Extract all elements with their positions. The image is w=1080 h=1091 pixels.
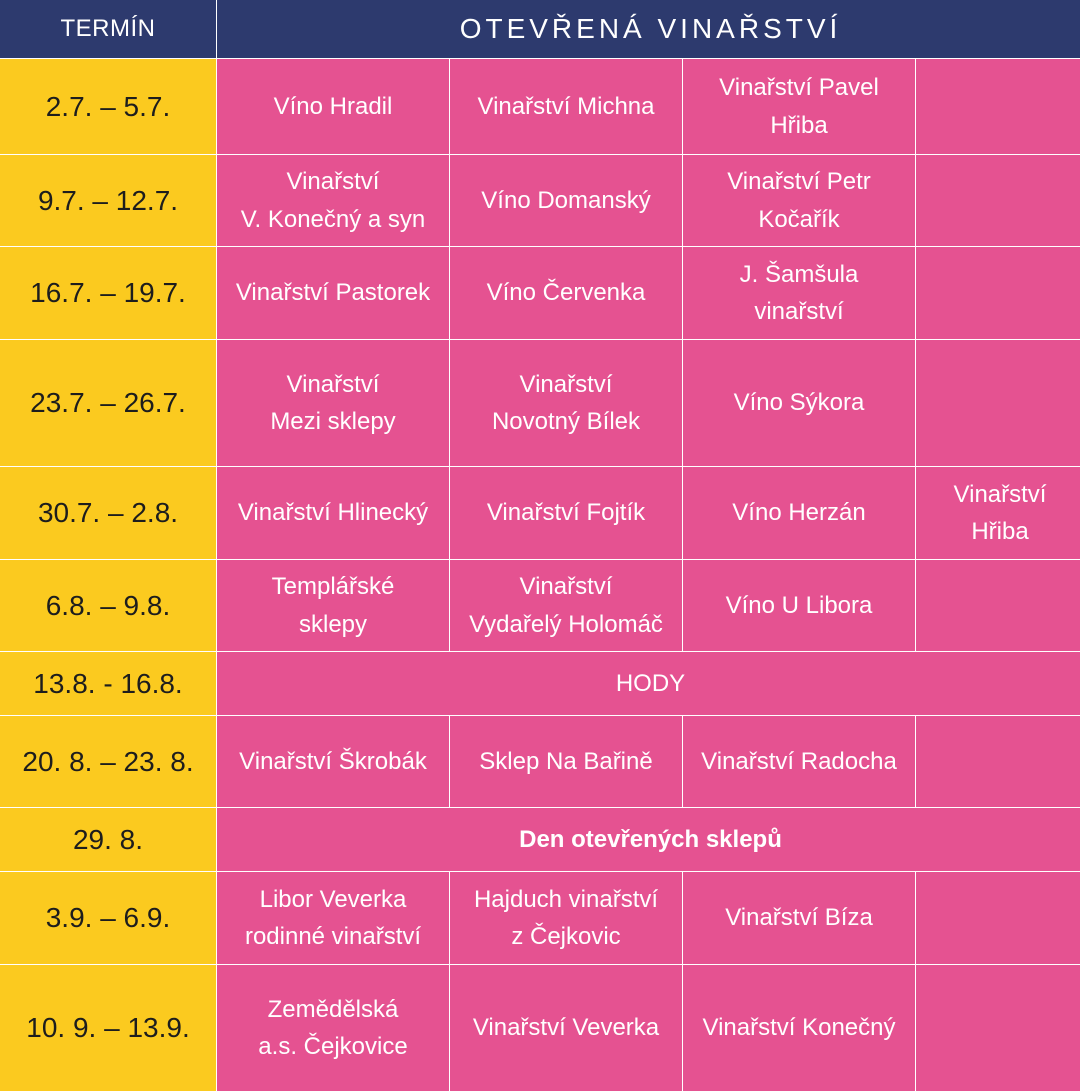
winery-cell: Libor Veverka rodinné vinařství [217, 872, 449, 964]
winery-cell [916, 247, 1080, 339]
winery-cell: Vinařství Škrobák [217, 716, 449, 807]
winery-cell: Hajduch vinařství z Čejkovic [450, 872, 682, 964]
winery-cell: Vinařství Petr Kočařík [683, 155, 915, 246]
event-cell-hody: HODY [217, 652, 1080, 715]
winery-cell: Sklep Na Bařině [450, 716, 682, 807]
winery-cell: Zemědělská a.s. Čejkovice [217, 965, 449, 1091]
winery-cell: Vinařství Fojtík [450, 467, 682, 559]
row-date: 3.9. – 6.9. [0, 872, 216, 964]
winery-cell [916, 716, 1080, 807]
winery-cell: Vinařství Mezi sklepy [217, 340, 449, 466]
row-date: 13.8. - 16.8. [0, 652, 216, 715]
row-date: 16.7. – 19.7. [0, 247, 216, 339]
header-title: OTEVŘENÁ VINAŘSTVÍ [217, 0, 1080, 58]
winery-cell [916, 965, 1080, 1091]
winery-cell: Víno Domanský [450, 155, 682, 246]
winery-cell: Vinařství Bíza [683, 872, 915, 964]
winery-cell: Vinařství Pavel Hřiba [683, 59, 915, 154]
winery-cell: Víno U Libora [683, 560, 915, 651]
winery-cell: Vinařství Hřiba [916, 467, 1080, 559]
winery-cell: Víno Herzán [683, 467, 915, 559]
row-date: 9.7. – 12.7. [0, 155, 216, 246]
row-date: 6.8. – 9.8. [0, 560, 216, 651]
winery-cell [916, 155, 1080, 246]
winery-cell: Vinařství Radocha [683, 716, 915, 807]
winery-cell: Vinařství Novotný Bílek [450, 340, 682, 466]
winery-cell: Vinařství Vydařelý Holomáč [450, 560, 682, 651]
winery-cell: Víno Červenka [450, 247, 682, 339]
winery-cell [916, 59, 1080, 154]
winery-cell [916, 560, 1080, 651]
winery-cell: Templářské sklepy [217, 560, 449, 651]
header-term: TERMÍN [0, 0, 216, 58]
winery-cell: J. Šamšula vinařství [683, 247, 915, 339]
row-date: 23.7. – 26.7. [0, 340, 216, 466]
winery-cell: Vinařství Michna [450, 59, 682, 154]
event-cell-open-cellars: Den otevřených sklepů [217, 808, 1080, 871]
winery-cell: Vinařství Konečný [683, 965, 915, 1091]
winery-cell: Vinařství Pastorek [217, 247, 449, 339]
winery-cell: Vinařství Hlinecký [217, 467, 449, 559]
winery-cell [916, 340, 1080, 466]
row-date: 30.7. – 2.8. [0, 467, 216, 559]
winery-cell: Víno Hradil [217, 59, 449, 154]
winery-cell: Vinařství Veverka [450, 965, 682, 1091]
winery-cell: Víno Sýkora [683, 340, 915, 466]
row-date: 2.7. – 5.7. [0, 59, 216, 154]
row-date: 29. 8. [0, 808, 216, 871]
row-date: 10. 9. – 13.9. [0, 965, 216, 1091]
winery-cell [916, 872, 1080, 964]
winery-cell: Vinařství V. Konečný a syn [217, 155, 449, 246]
row-date: 20. 8. – 23. 8. [0, 716, 216, 807]
